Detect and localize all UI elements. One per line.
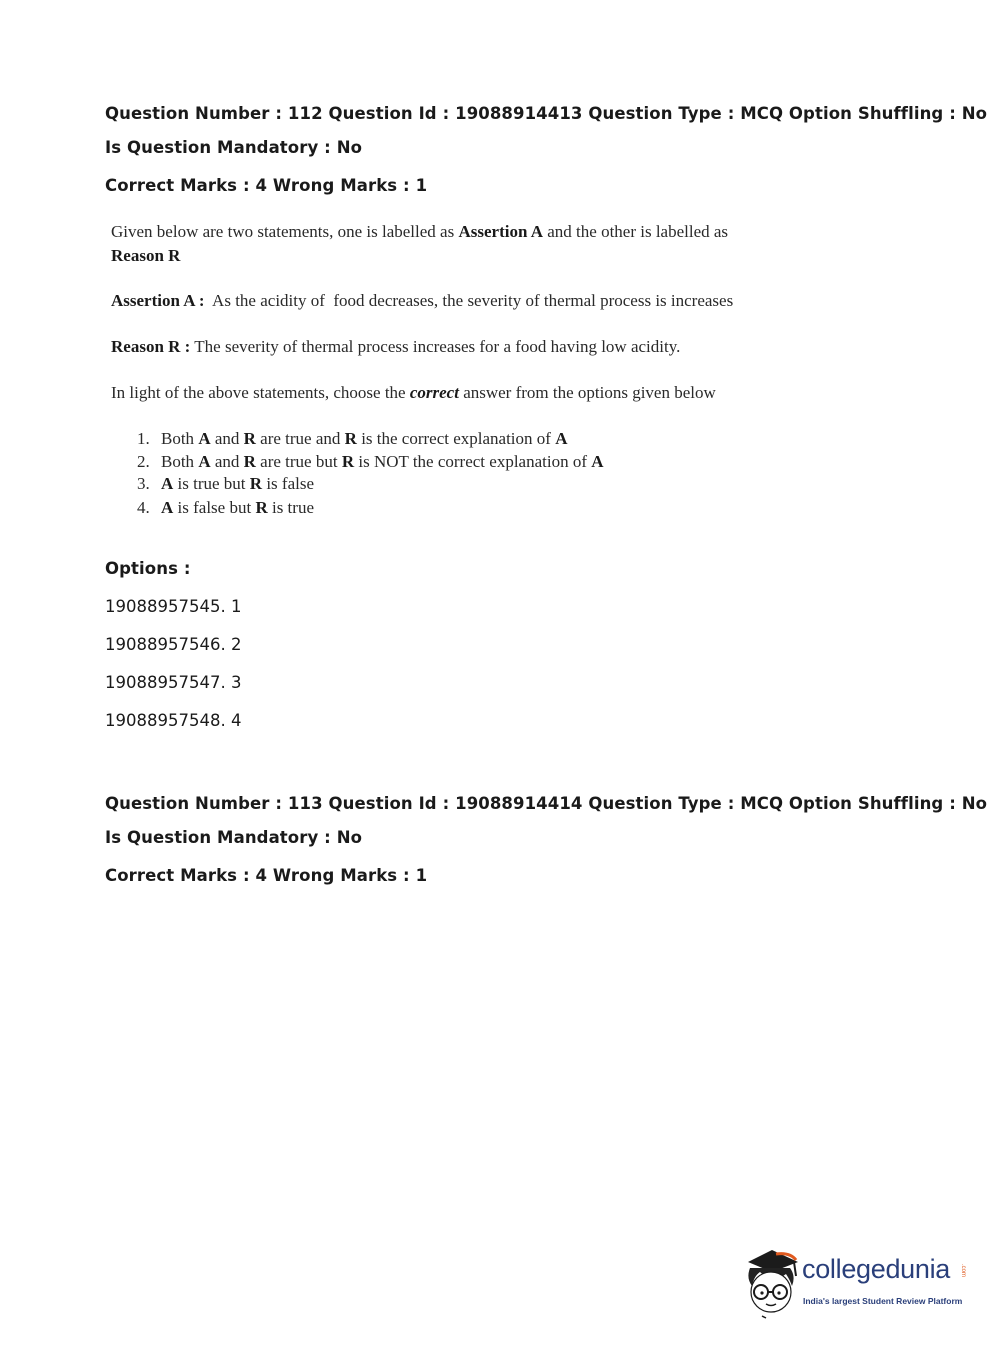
assertion-statement: Assertion A : As the acidity of food decreases, the severity of thermal process is increases <box>111 291 734 310</box>
collegedunia-logo <box>742 1248 972 1320</box>
option-3: 19088957547. 3 <box>105 673 242 692</box>
mascot-icon <box>742 1248 800 1320</box>
reason-statement: Reason R : The severity of thermal process increases for a food having low acidity. <box>111 337 681 356</box>
logo-com: .com <box>960 1264 966 1278</box>
question-intro: Given below are two statements, one is labelled as Assertion A and the other is labelled as <box>111 222 729 241</box>
logo-wordmark: collegedunia <box>802 1254 951 1284</box>
logo-tagline: India's largest Student Review Platform <box>803 1296 963 1306</box>
question-intro-line2: Reason R <box>111 246 181 265</box>
options-label: Options : <box>105 559 191 578</box>
option-2: 19088957546. 2 <box>105 635 242 654</box>
q113-meta-line3: Correct Marks : 4 Wrong Marks : 1 <box>105 866 428 885</box>
instruction: In light of the above statements, choose the correct answer from the options given below <box>111 383 716 402</box>
choice-4: 4. A is false but R is true <box>137 498 314 517</box>
q113-meta-line1: Question Number : 113 Question Id : 19088914414 Question Type : MCQ Option Shuffling : No <box>105 794 988 813</box>
choice-3: 3. A is true but R is false <box>137 474 314 493</box>
option-1: 19088957545. 1 <box>105 597 242 616</box>
q112-meta-line3: Correct Marks : 4 Wrong Marks : 1 <box>105 176 428 195</box>
option-4: 19088957548. 4 <box>105 711 242 730</box>
choice-2: 2. Both A and R are true but R is NOT the correct explanation of A <box>137 452 604 471</box>
q112-meta-line2: Is Question Mandatory : No <box>105 138 363 157</box>
choice-1: 1. Both A and R are true and R is the correct explanation of A <box>137 429 568 448</box>
q113-meta-line2: Is Question Mandatory : No <box>105 828 363 847</box>
q112-meta-line1: Question Number : 112 Question Id : 19088914413 Question Type : MCQ Option Shuffling : No <box>105 104 988 123</box>
